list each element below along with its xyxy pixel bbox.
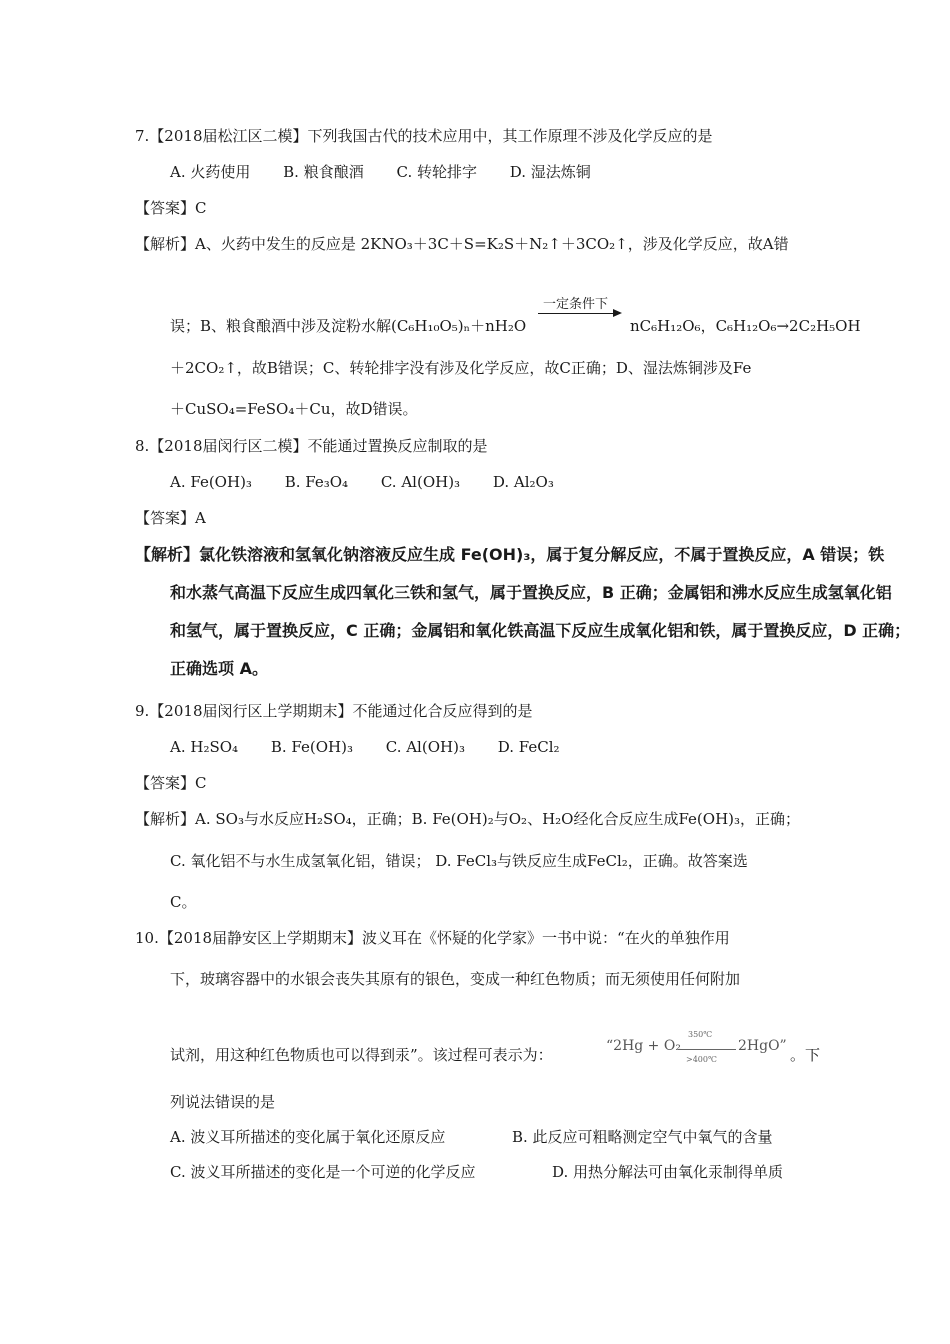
- question-7-answer: 【答案】C: [135, 199, 207, 217]
- option-b: B. Fe(OH)₃: [270, 738, 353, 756]
- question-9-answer: 【答案】C: [135, 774, 207, 792]
- option-c: C. Al(OH)₃: [385, 738, 465, 756]
- equation-condition-top: 350℃: [688, 1030, 713, 1039]
- reaction-arrow: [538, 313, 620, 314]
- question-10-stem-line-3b: 。下: [790, 1046, 821, 1064]
- reaction-condition-label: 一定条件下: [543, 297, 609, 312]
- question-8-stem: 8.【2018届闵行区二模】不能通过置换反应制取的是: [135, 437, 488, 455]
- question-7-analysis-line-1: 【解析】A、火药中发生的反应是 2KNO₃＋3C＋S=K₂S＋N₂↑＋3CO₂↑，涉及化学反应，故A错: [135, 235, 789, 253]
- equation-image: [606, 1030, 786, 1070]
- option-c: C. Al(OH)₃: [380, 473, 461, 491]
- question-8-answer: 【答案】A: [135, 509, 206, 527]
- option-b: B. 粮食酿酒: [283, 163, 364, 181]
- question-9-analysis-line-2: C. 氧化铝不与水生成氢氧化铝，错误； D. FeCl₃与铁反应生成FeCl₂，正确。故答案选: [170, 852, 748, 870]
- option-b: B. Fe₃O₄: [284, 473, 349, 491]
- question-9-stem: 9.【2018届闵行区上学期期末】不能通过化合反应得到的是: [135, 702, 533, 720]
- option-a: A. 火药使用: [170, 163, 251, 181]
- equation-condition-bottom: >400℃: [686, 1055, 717, 1064]
- equation-left: “2Hg + O₂: [606, 1038, 681, 1054]
- question-8-options: [170, 472, 582, 492]
- question-7-analysis-line-3: ＋2CO₂↑，故B错误；C、转轮排字没有涉及化学反应，故C正确；D、湿法炼铜涉及Fe: [170, 359, 752, 377]
- question-7-analysis-line-4: ＋CuSO₄=FeSO₄＋Cu，故D错误。: [170, 400, 418, 418]
- question-10-stem-line-1: 10.【2018届静安区上学期期末】波义耳在《怀疑的化学家》一书中说：“在火的单独作用: [135, 929, 730, 947]
- question-10-stem-line-3: 试剂，用这种红色物质也可以得到汞”。该过程可表示为：: [170, 1046, 553, 1064]
- question-9-analysis-line-3: C。: [170, 893, 197, 911]
- question-8-analysis-line-3: 和氢气，属于置换反应，C 正确；金属铝和氧化铁高温下反应生成氧化铝和铁，属于置换反应，D 正确；: [170, 621, 911, 640]
- equation-arrow: [678, 1049, 736, 1050]
- question-8-analysis-line-1: 【解析】氯化铁溶液和氢氧化钠溶液反应生成 Fe(OH)₃，属于复分解反应，不属于置换反应，A 错误；铁: [135, 545, 885, 564]
- question-7-options: [170, 162, 619, 182]
- option-d: D. FeCl₂: [497, 738, 560, 756]
- question-7-stem: 7.【2018届松江区二模】下列我国古代的技术应用中，其工作原理不涉及化学反应的是: [135, 127, 713, 145]
- question-8-analysis-line-2: 和水蒸气高温下反应生成四氧化三铁和氢气，属于置换反应，B 正确；金属铝和沸水反应生成氢氧化铝: [170, 583, 892, 602]
- option-d: D. Al₂O₃: [492, 473, 554, 491]
- option-d: D. 湿法炼铜: [509, 163, 591, 181]
- question-10-stem-line-2: 下，玻璃容器中的水银会丧失其原有的银色，变成一种红色物质；而无须使用任何附加: [170, 970, 741, 988]
- option-a: A. H₂SO₄: [170, 738, 239, 756]
- question-10-option-a: A. 波义耳所描述的变化属于氧化还原反应: [170, 1128, 446, 1146]
- question-8-analysis-line-4: 正确选项 A。: [170, 659, 268, 678]
- question-7-analysis-line-2b: nC₆H₁₂O₆，C₆H₁₂O₆→2C₂H₅OH: [630, 317, 861, 335]
- question-9-options: [170, 737, 588, 757]
- equation-right: 2HgO”: [738, 1038, 787, 1054]
- question-7-analysis-line-2: 误；B、粮食酿酒中涉及淀粉水解(C₆H₁₀O₅)ₙ＋nH₂O: [170, 317, 527, 335]
- question-10-option-c: C. 波义耳所描述的变化是一个可逆的化学反应: [170, 1163, 476, 1181]
- option-a: A. Fe(OH)₃: [170, 473, 252, 491]
- option-c: C. 转轮排字: [396, 163, 477, 181]
- question-10-stem-line-4: 列说法错误的是: [170, 1093, 276, 1111]
- question-10-option-b: B. 此反应可粗略测定空气中氧气的含量: [512, 1128, 773, 1146]
- question-9-analysis-line-1: 【解析】A. SO₃与水反应H₂SO₄，正确；B. Fe(OH)₂与O₂、H₂O经化合反应生成Fe(OH)₃，正确；: [135, 810, 801, 828]
- question-10-option-d: D. 用热分解法可由氧化汞制得单质: [552, 1163, 784, 1181]
